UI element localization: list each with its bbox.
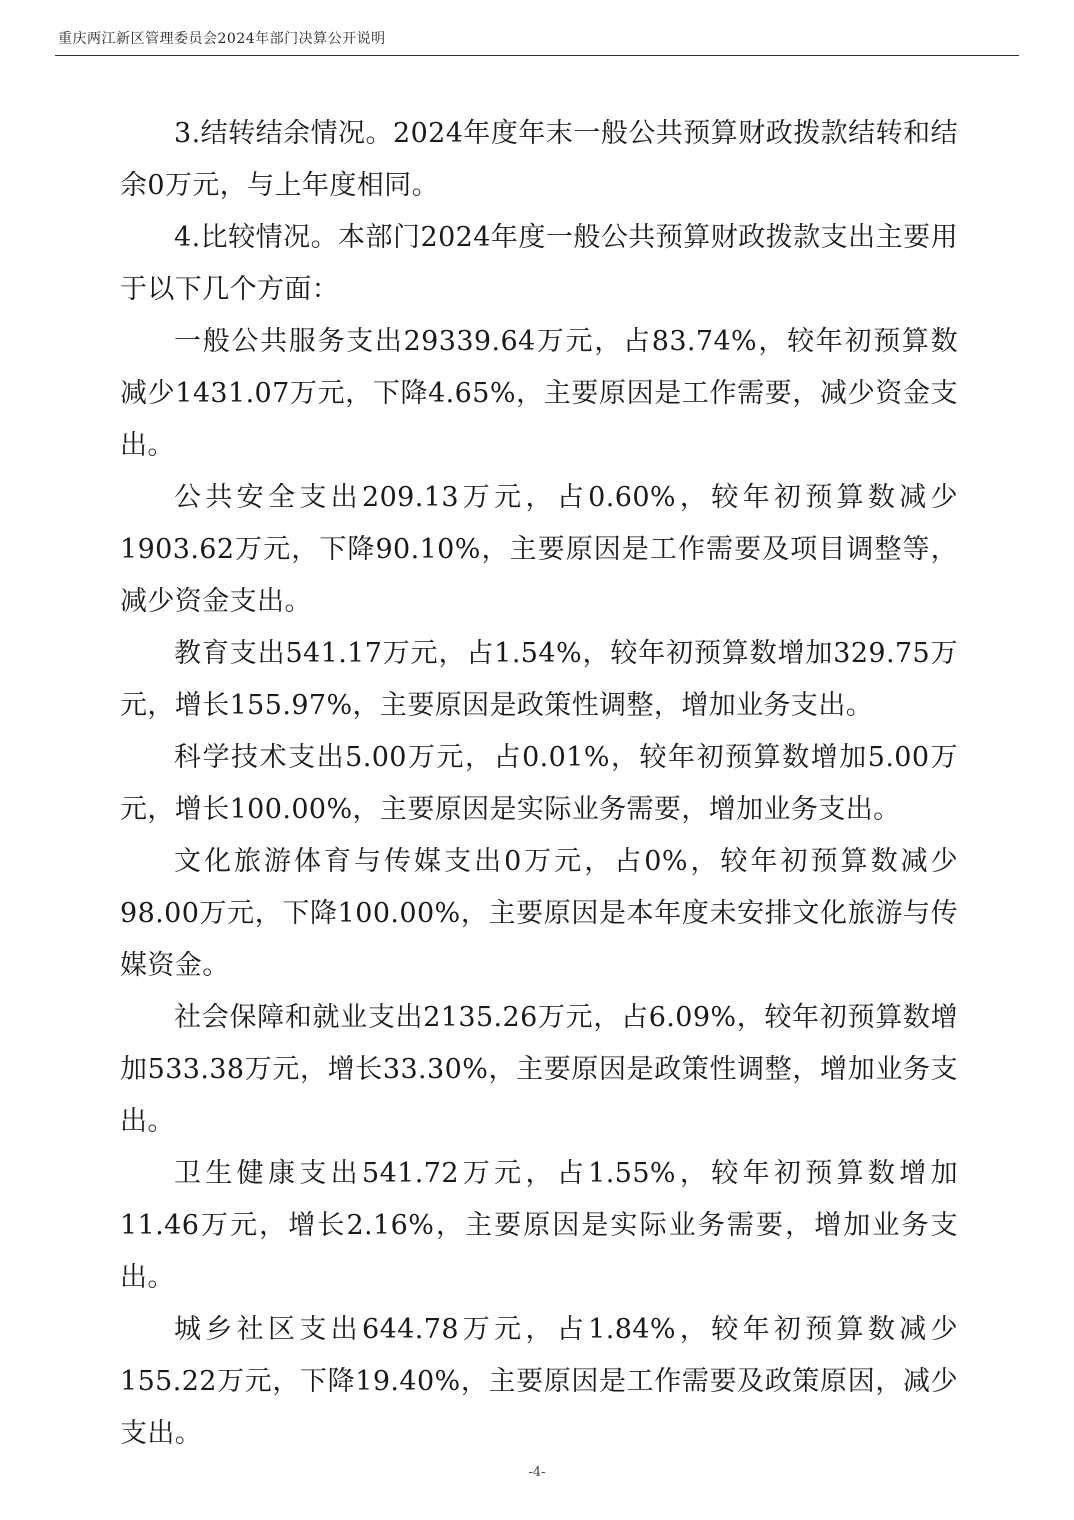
paragraph-social-security-employment: 社会保障和就业支出2135.26万元，占6.09%，较年初预算数增加533.38万元，增长33.30%，主要原因是政策性调整，增加业务支出。 <box>120 1002 958 1137</box>
paragraph-education: 教育支出541.17万元，占1.54%，较年初预算数增加329.75万元，增长155.97%，主要原因是政策性调整，增加业务支出。 <box>120 638 958 721</box>
paragraph-urban-rural-community: 城乡社区支出644.78万元，占1.84%，较年初预算数减少155.22万元，下降19.40%，主要原因是工作需要及政策原因，减少支出。 <box>120 1314 958 1449</box>
paragraph-comparison-intro: 4.比较情况。本部门2024年度一般公共预算财政拨款支出主要用于以下几个方面： <box>120 222 958 305</box>
paragraph-public-security: 公共安全支出209.13万元，占0.60%，较年初预算数减少1903.62万元，下降90.10%，主要原因是工作需要及项目调整等，减少资金支出。 <box>120 482 958 617</box>
paragraph-culture-tourism-sports-media: 文化旅游体育与传媒支出0万元，占0%，较年初预算数减少98.00万元，下降100.00%，主要原因是本年度未安排文化旅游与传媒资金。 <box>120 846 958 981</box>
running-header: 重庆两江新区管理委员会2024年部门决算公开说明 <box>58 31 386 47</box>
document-body <box>120 108 958 1460</box>
header-divider <box>55 55 1019 56</box>
paragraph-science-technology: 科学技术支出5.00万元，占0.01%，较年初预算数增加5.00万元，增长100.00%，主要原因是实际业务需要，增加业务支出。 <box>120 742 958 825</box>
paragraph-general-public-services: 一般公共服务支出29339.64万元，占83.74%，较年初预算数减少1431.07万元，下降4.65%，主要原因是工作需要，减少资金支出。 <box>120 326 958 461</box>
page-number: -4- <box>528 1465 546 1480</box>
paragraph-health: 卫生健康支出541.72万元，占1.55%，较年初预算数增加11.46万元，增长2.16%，主要原因是实际业务需要，增加业务支出。 <box>120 1158 958 1293</box>
paragraph-carryover-balance: 3.结转结余情况。2024年度年末一般公共预算财政拨款结转和结余0万元，与上年度相同。 <box>120 118 958 201</box>
